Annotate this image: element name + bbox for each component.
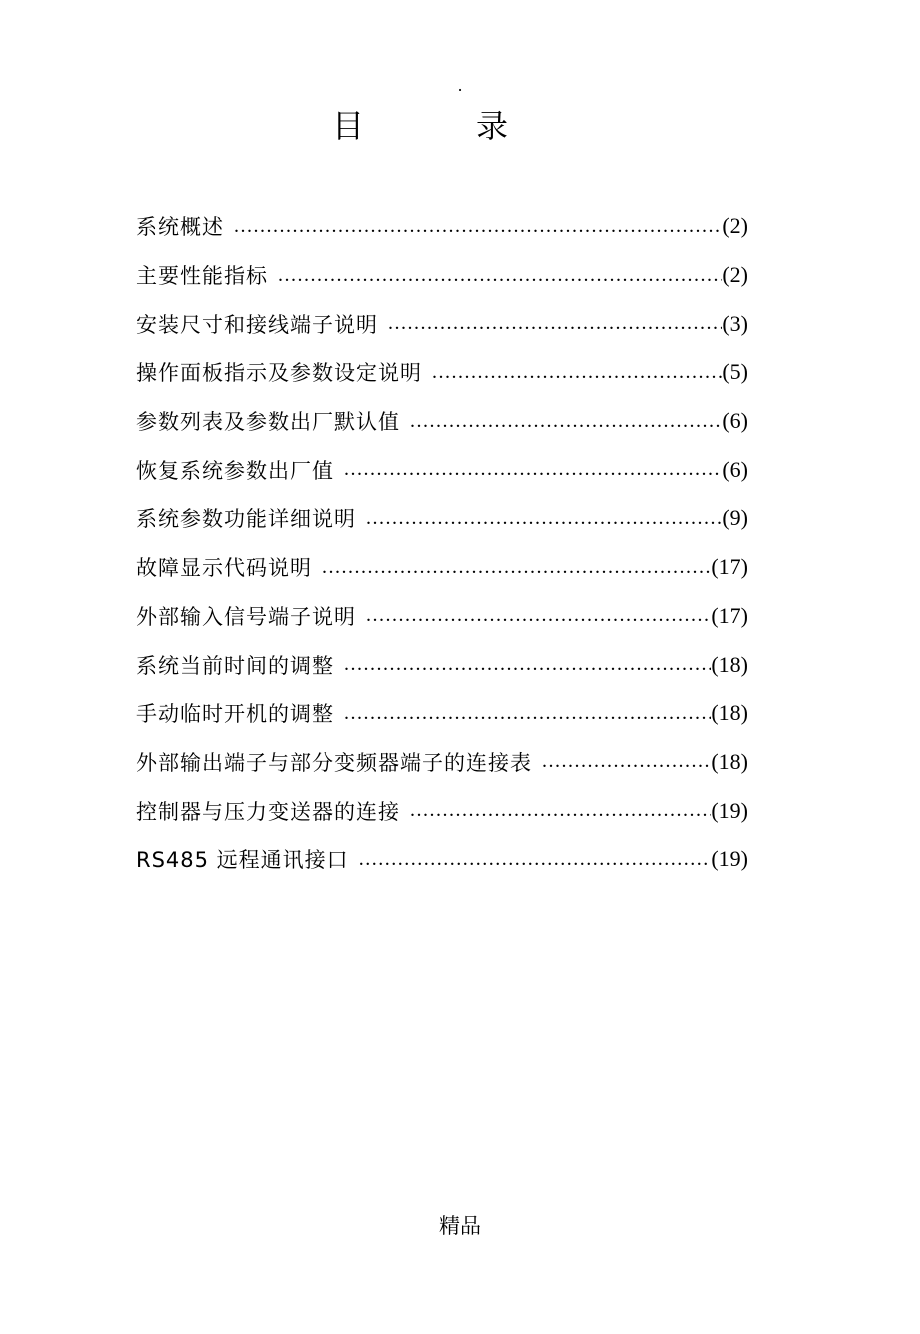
- toc-entry-page: (2): [722, 262, 748, 288]
- toc-leader-dots: [542, 750, 711, 773]
- toc-leader-dots: [366, 604, 711, 627]
- title-char-1: 目: [332, 107, 365, 145]
- toc-entry[interactable]: [136, 251, 748, 300]
- toc-entry[interactable]: [136, 738, 748, 787]
- toc-entry[interactable]: [136, 299, 748, 348]
- toc-entry-label: 故障显示代码说明: [136, 556, 312, 581]
- toc-entry[interactable]: [136, 592, 748, 641]
- toc-entry-page: (5): [722, 359, 748, 385]
- toc-leader-dots: [410, 799, 711, 822]
- toc-entry-page: (17): [711, 602, 748, 628]
- toc-entry-label: 控制器与压力变送器的连接: [136, 799, 400, 824]
- toc-entry-page: (2): [722, 213, 748, 239]
- toc-entry-label: 安装尺寸和接线端子说明: [136, 312, 378, 337]
- toc-leader-dots: [278, 264, 722, 287]
- toc-leader-dots: [388, 312, 722, 335]
- toc-entry-label: RS485 远程通讯接口: [136, 848, 349, 873]
- title-char-2: 录: [476, 107, 509, 145]
- toc-entry-page: (19): [711, 846, 748, 872]
- toc-entry-label: 恢复系统参数出厂值: [136, 458, 334, 483]
- toc-entry[interactable]: [136, 348, 748, 397]
- toc-leader-dots: [322, 556, 711, 579]
- toc-entry-label: 系统参数功能详细说明: [136, 507, 356, 532]
- toc-entry-page: (18): [711, 700, 748, 726]
- toc-leader-dots: [432, 361, 722, 384]
- toc-leader-dots: [344, 458, 722, 481]
- toc-entry[interactable]: [136, 543, 748, 592]
- toc-entry-label: 参数列表及参数出厂默认值: [136, 410, 400, 435]
- toc-leader-dots: [344, 653, 711, 676]
- toc-entry-page: (6): [722, 408, 748, 434]
- toc-entry[interactable]: [136, 397, 748, 446]
- toc-leader-dots: [410, 410, 722, 433]
- toc-entry-label: 主要性能指标: [136, 264, 268, 289]
- toc-entry-label: 外部输入信号端子说明: [136, 604, 356, 629]
- toc-entry-page: (17): [711, 554, 748, 580]
- toc-entry-page: (18): [711, 748, 748, 774]
- toc-entry-page: (19): [711, 797, 748, 823]
- toc-entry-page: (9): [722, 505, 748, 531]
- toc-entry[interactable]: [136, 689, 748, 738]
- page-title: [0, 104, 920, 148]
- toc-leader-dots: [344, 702, 711, 725]
- toc-entry[interactable]: [136, 494, 748, 543]
- header-dot: .: [457, 76, 463, 95]
- toc-entry[interactable]: [136, 640, 748, 689]
- toc-entry-label: 系统概述: [136, 215, 224, 240]
- toc-entry[interactable]: [136, 835, 748, 884]
- toc-entry-label: 外部输出端子与部分变频器端子的连接表: [136, 750, 532, 775]
- toc-entry-label: 手动临时开机的调整: [136, 702, 334, 727]
- toc-leader-dots: [359, 848, 712, 871]
- toc-leader-dots: [366, 507, 722, 530]
- toc-entry-page: (3): [722, 310, 748, 336]
- toc-leader-dots: [234, 215, 722, 238]
- toc-entry-label: 操作面板指示及参数设定说明: [136, 361, 422, 386]
- footer-text: 精品: [439, 1214, 481, 1238]
- toc-entry[interactable]: [136, 445, 748, 494]
- toc-entry[interactable]: [136, 786, 748, 835]
- toc-entry[interactable]: [136, 202, 748, 251]
- table-of-contents: [136, 202, 748, 884]
- toc-entry-label: 系统当前时间的调整: [136, 653, 334, 678]
- toc-entry-page: (18): [711, 651, 748, 677]
- toc-entry-page: (6): [722, 456, 748, 482]
